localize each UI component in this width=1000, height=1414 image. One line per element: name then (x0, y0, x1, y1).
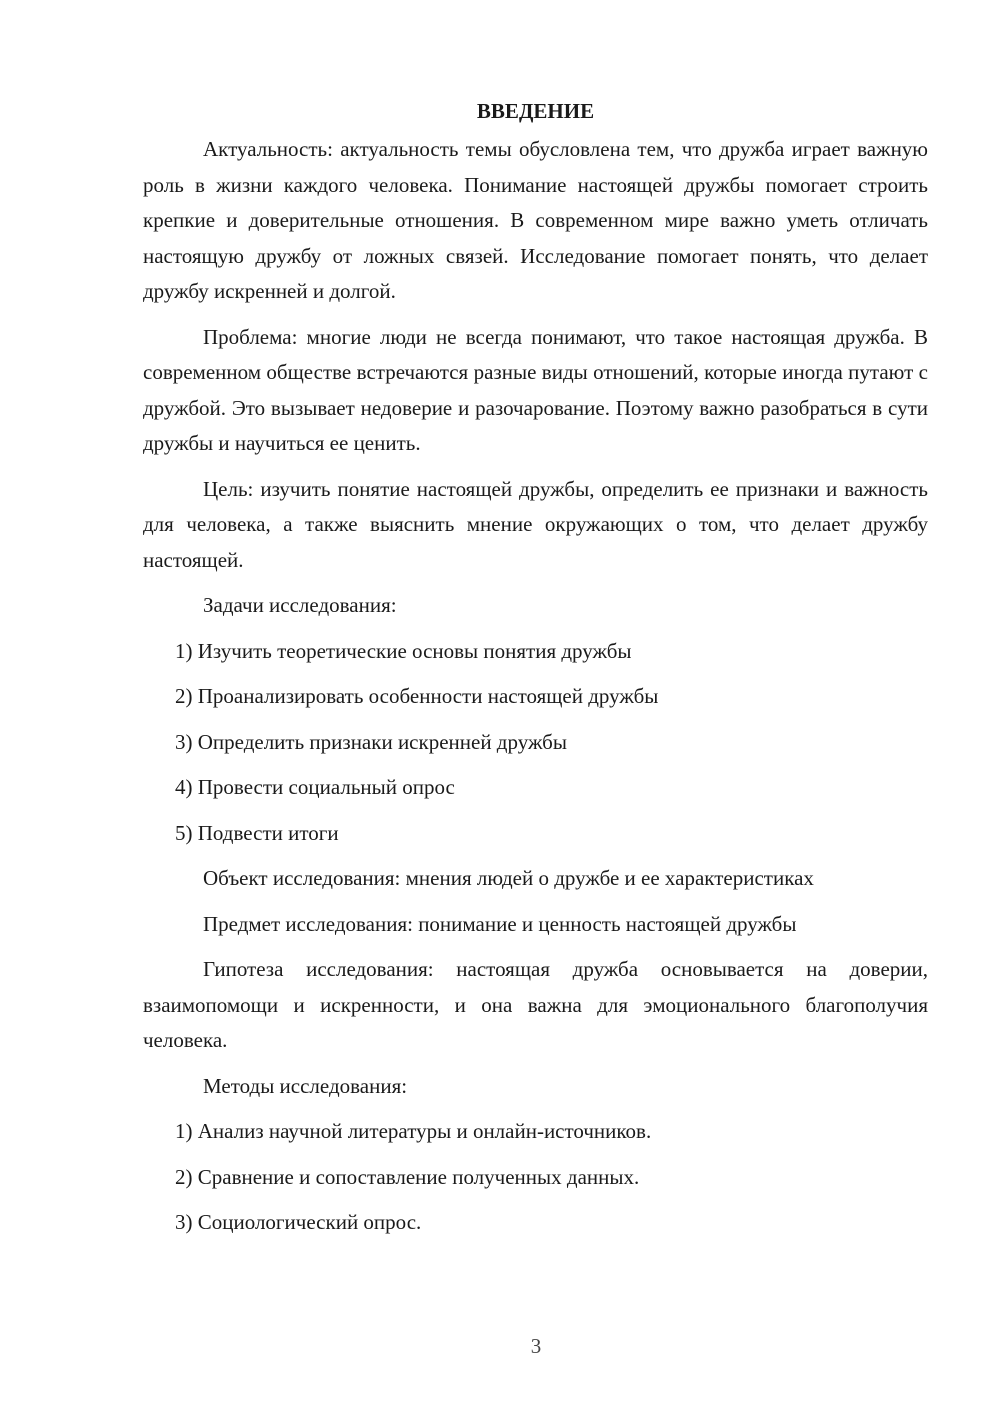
hypothesis-paragraph: Гипотеза исследования: настоящая дружба основывается на доверии, взаимопомощи и искренности, и она важна для эмоционального благополучия человека. (143, 957, 928, 1052)
relevance-paragraph: Актуальность: актуальность темы обусловлена тем, что дружба играет важную роль в жизни каждого человека. Понимание настоящей дружбы помогает строить крепкие и доверительные отношения. В современном мире важно уметь отличать настоящую дружбу от ложных связей. Исследование помогает понять, что делает дружбу искренней и долгой. (143, 137, 928, 303)
list-item: 5) Подвести итоги (175, 820, 339, 845)
subject-line: Предмет исследования: понимание и ценность настоящей дружбы (203, 911, 797, 936)
list-item: 2) Проанализировать особенности настоящей дружбы (175, 684, 659, 708)
section-heading: ВВЕДЕНИЕ (476, 99, 595, 123)
list-item: 3) Определить признаки искренней дружбы (175, 729, 567, 754)
list-item: 1) Изучить теоретические основы понятия дружбы (175, 638, 632, 663)
tasks-title: Задачи исследования: (203, 593, 397, 617)
object-line: Объект исследования: мнения людей о дружбе и ее характеристиках (203, 866, 814, 890)
goal-paragraph: Цель: изучить понятие настоящей дружбы, определить ее признаки и важность для человека, а также выяснить мнение окружающих о том, что делает дружбу настоящей. (143, 476, 928, 572)
methods-title: Методы исследования: (203, 1073, 408, 1098)
tasks-list (143, 634, 928, 852)
list-item: 3) Социологический опрос. (175, 1210, 422, 1234)
problem-paragraph: Проблема: многие люди не всегда понимают, что такое настоящая дружба. В современном обществе встречаются разные виды отношений, которые иногда путают с дружбой. Это вызывает недоверие и разочарование. Поэтому важно разобраться в сути дружбы и научиться ее ценить. (143, 324, 928, 455)
list-item: 1) Анализ научной литературы и онлайн-источников. (175, 1119, 652, 1143)
page-content (143, 96, 928, 1251)
list-item: 2) Сравнение и сопоставление полученных данных. (175, 1164, 640, 1189)
methods-list (143, 1114, 928, 1241)
page-number: 3 (530, 1334, 542, 1358)
list-item: 4) Провести социальный опрос (175, 775, 455, 799)
